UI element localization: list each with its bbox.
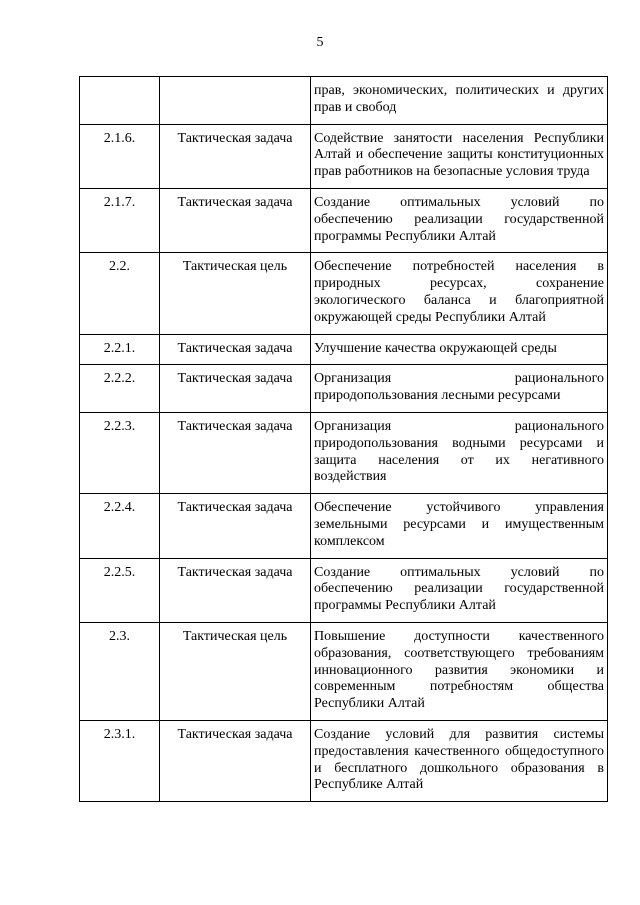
row-number: 2.2.3. xyxy=(80,412,160,493)
row-description: Содействие занятости населения Республики Алтай и обеспечение защиты конституционных прав работников на безопасные условия труда xyxy=(311,124,608,188)
row-number: 2.3. xyxy=(80,622,160,720)
plan-table xyxy=(79,76,608,802)
table-row xyxy=(80,188,608,252)
row-type: Тактическая цель xyxy=(160,622,311,720)
row-description: Создание условий для развития системы предоставления качественного общедоступного и бесплатного дошкольного образования в Республике Алтай xyxy=(311,720,608,801)
row-description: Организация рационального природопользования водными ресурсами и защита населения от их негативного воздействия xyxy=(311,412,608,493)
row-type: Тактическая задача xyxy=(160,494,311,558)
row-number: 2.1.7. xyxy=(80,188,160,252)
row-number: 2.3.1. xyxy=(80,720,160,801)
row-description: Повышение доступности качественного образования, соответствующего требованиям инновационного развития экономики и современным потребностям общества Республики Алтай xyxy=(311,622,608,720)
row-type: Тактическая цель xyxy=(160,253,311,334)
row-description: прав, экономических, политических и других прав и свобод xyxy=(311,77,608,125)
row-number xyxy=(80,77,160,125)
row-description: Обеспечение устойчивого управления земельными ресурсами и имущественным комплексом xyxy=(311,494,608,558)
table-row xyxy=(80,124,608,188)
row-type: Тактическая задача xyxy=(160,558,311,622)
page-number: 5 xyxy=(316,35,324,50)
table-row xyxy=(80,494,608,558)
row-number: 2.1.6. xyxy=(80,124,160,188)
row-description: Организация рационального природопользования лесными ресурсами xyxy=(311,365,608,413)
row-type: Тактическая задача xyxy=(160,720,311,801)
row-description: Создание оптимальных условий по обеспечению реализации государственной программы Республики Алтай xyxy=(311,188,608,252)
row-type xyxy=(160,77,311,125)
table-row xyxy=(80,253,608,334)
table-row xyxy=(80,720,608,801)
row-type: Тактическая задача xyxy=(160,365,311,413)
row-description: Улучшение качества окружающей среды xyxy=(311,334,608,365)
table-row xyxy=(80,622,608,720)
row-type: Тактическая задача xyxy=(160,188,311,252)
table-row xyxy=(80,412,608,493)
row-number: 2.2.2. xyxy=(80,365,160,413)
row-number: 2.2.5. xyxy=(80,558,160,622)
row-type: Тактическая задача xyxy=(160,334,311,365)
table-row xyxy=(80,558,608,622)
row-number: 2.2. xyxy=(80,253,160,334)
row-type: Тактическая задача xyxy=(160,412,311,493)
table-row xyxy=(80,77,608,125)
row-number: 2.2.1. xyxy=(80,334,160,365)
row-description: Обеспечение потребностей населения в природных ресурсах, сохранение экологического баланса и благоприятной окружающей среды Республики Алтай xyxy=(311,253,608,334)
row-description: Создание оптимальных условий по обеспечению реализации государственной программы Республики Алтай xyxy=(311,558,608,622)
table-row xyxy=(80,334,608,365)
row-number: 2.2.4. xyxy=(80,494,160,558)
row-type: Тактическая задача xyxy=(160,124,311,188)
table-row xyxy=(80,365,608,413)
